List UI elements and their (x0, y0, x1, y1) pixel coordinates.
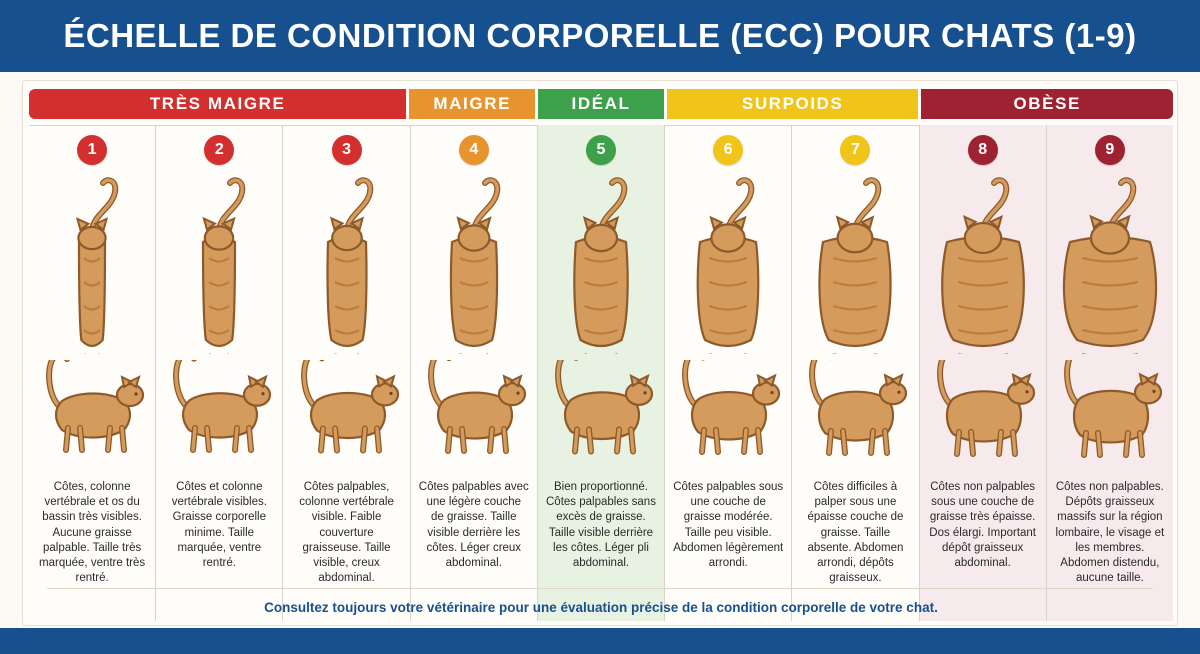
score-column-7 (792, 125, 919, 621)
veterinarian-note: Consultez toujours votre vétérinaire pour une évaluation précise de la condition corporelle de votre chat. (264, 600, 938, 615)
cat-top-view-icon-3 (292, 179, 402, 354)
category-label-3: IDÉAL (538, 89, 664, 119)
cat-top-view-icon-4 (419, 179, 529, 354)
score-badge-7: 7 (840, 135, 870, 165)
cat-side-view-icon-3 (287, 358, 407, 468)
category-label-2: MAIGRE (409, 89, 535, 119)
score-column-8 (920, 125, 1047, 621)
score-badge-1: 1 (77, 135, 107, 165)
score-badge-9: 9 (1095, 135, 1125, 165)
cat-top-view-icon-5 (546, 179, 656, 354)
cat-top-view-icon-9 (1055, 179, 1165, 354)
cat-side-view-icon-2 (159, 358, 279, 468)
score-column-5 (538, 125, 665, 621)
score-column-9 (1047, 125, 1173, 621)
cat-top-view-icon-1 (37, 179, 147, 354)
bcs-chart (22, 80, 1178, 626)
category-label-5: OBÈSE (921, 89, 1173, 119)
cat-side-view-icon-6 (668, 358, 788, 468)
cat-side-view-icon-1 (32, 358, 152, 468)
score-badge-3: 3 (332, 135, 362, 165)
cat-side-view-icon-5 (541, 358, 661, 468)
score-description-2: Côtes et colonne vertébrale visibles. Graisse corporelle minime. Taille marquée, ventre rentré. (171, 481, 267, 569)
score-badge-2: 2 (204, 135, 234, 165)
page-title: ÉCHELLE DE CONDITION CORPORELLE (ECC) POUR CHATS (1-9) (63, 17, 1137, 54)
score-badge-4: 4 (459, 135, 489, 165)
score-column-3 (283, 125, 410, 621)
note-divider (47, 588, 1153, 589)
score-column-6 (665, 125, 792, 621)
footer-band (0, 628, 1200, 654)
score-badge-5: 5 (586, 135, 616, 165)
cat-side-view-icon-8 (923, 358, 1043, 468)
cat-top-view-icon-6 (673, 179, 783, 354)
score-column-4 (411, 125, 538, 621)
score-column-1 (29, 125, 156, 621)
category-band (29, 89, 1173, 119)
score-description-1: Côtes, colonne vertébrale et os du bassin très visibles. Aucune graisse palpable. Taille très marquée, ventre très rentré. (39, 481, 146, 585)
category-label-1: TRÈS MAIGRE (29, 89, 406, 119)
score-badge-6: 6 (713, 135, 743, 165)
score-description-3: Côtes palpables, colonne vertébrale visible. Faible couverture graisseuse. Taille visible, creux abdominal. (299, 481, 394, 585)
cat-side-view-icon-7 (795, 358, 915, 468)
score-badge-8: 8 (968, 135, 998, 165)
score-description-5: Bien proportionné. Côtes palpables sans excès de graisse. Taille visible derrière les côtes. Léger pli abdominal. (546, 481, 656, 569)
cat-top-view-icon-8 (928, 179, 1038, 354)
score-description-6: Côtes palpables sous une couche de graisse modérée. Taille peu visible. Abdomen légèrement arrondi. (673, 481, 784, 569)
cat-side-view-icon-9 (1050, 358, 1170, 468)
score-description-7: Côtes difficiles à palper sous une épaisse couche de graisse. Taille absente. Abdomen arrondi, dépôts graisseux. (807, 481, 904, 585)
header-band (0, 0, 1200, 72)
cat-side-view-icon-4 (414, 358, 534, 468)
score-description-9: Côtes non palpables. Dépôts graisseux massifs sur la région lombaire, le visage et les membres. Abdomen distendu, aucune taille. (1055, 481, 1165, 585)
category-label-4: SURPOIDS (667, 89, 919, 119)
score-description-8: Côtes non palpables sous une couche de graisse très épaisse. Dos élargi. Important dépôt graisseux abdominal. (929, 481, 1037, 569)
score-column-2 (156, 125, 283, 621)
cat-top-view-icon-2 (164, 179, 274, 354)
score-columns (29, 125, 1173, 621)
score-description-4: Côtes palpables avec une légère couche de graisse. Taille visible derrière les côtes. Léger creux abdominal. (418, 481, 529, 569)
cat-top-view-icon-7 (800, 179, 910, 354)
